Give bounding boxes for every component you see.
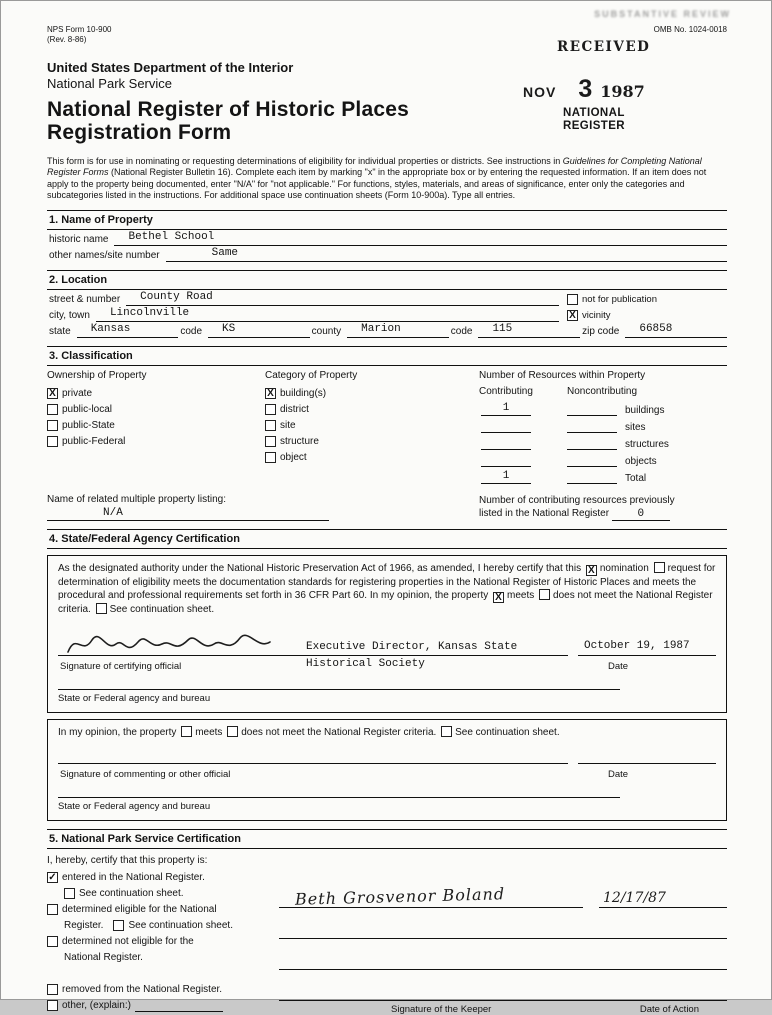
meets-checkbox[interactable]: X — [493, 592, 504, 603]
determined-not-eligible-label2: National Register. — [64, 952, 143, 964]
bureau-label: State or Federal agency and bureau — [58, 692, 211, 704]
certification-text — [58, 562, 716, 617]
determined-eligible-label2: Register. — [64, 920, 104, 932]
option-determined-not-eligible-line2 — [47, 950, 279, 965]
sites-noncontributing-field[interactable] — [567, 419, 617, 433]
objects-contributing-field[interactable] — [481, 453, 531, 467]
public-federal-label: public-Federal — [62, 435, 126, 447]
historic-name-field[interactable] — [114, 231, 727, 246]
ownership-option-public-state — [47, 418, 265, 433]
commenting-official-label: Signature of commenting or other official — [60, 769, 231, 781]
instructions-italic: Guidelines for Completing National Register Forms — [47, 156, 702, 178]
eligible-continuation-checkbox[interactable] — [113, 920, 124, 931]
resources-row-objects — [479, 452, 727, 467]
option-entered-continuation — [47, 886, 279, 901]
city-label: city, town — [49, 309, 90, 321]
site-checkbox[interactable] — [265, 420, 276, 431]
structure-checkbox[interactable] — [265, 436, 276, 447]
previously-listed-field[interactable]: 0 — [612, 508, 670, 521]
state-label: state — [49, 325, 71, 337]
certifying-title-line2: Historical Society — [306, 657, 425, 670]
meets-label: meets — [507, 590, 535, 602]
category-heading: Category of Property — [265, 369, 358, 381]
multiple-listing-value: N/A — [103, 506, 123, 519]
state-code-field[interactable] — [208, 323, 310, 338]
stamp-day: 3 — [578, 75, 593, 103]
form-title-line1: National Register of Historic Places — [47, 98, 409, 121]
date-stamp — [523, 75, 645, 104]
certifying-official-label: Signature of certifying official — [60, 660, 182, 672]
form-instructions — [47, 156, 727, 202]
section-state-federal-certification — [47, 529, 727, 822]
code-label-2: code — [450, 325, 473, 337]
continuation2-label: See continuation sheet. — [455, 726, 560, 738]
county-value: Marion — [361, 322, 401, 335]
meets2-checkbox[interactable] — [181, 726, 192, 737]
opinion-run: In my opinion, the property — [58, 726, 177, 738]
buildings-checkbox[interactable]: X — [265, 388, 276, 399]
other-label: other, (explain:) — [62, 1000, 131, 1012]
does-not-meet2-label: does not meet the National Register criteria. — [241, 726, 437, 738]
county-label: county — [311, 325, 342, 337]
multiple-listing-label: Name of related multiple property listing: — [47, 493, 226, 505]
not-for-publication-checkbox[interactable] — [567, 294, 578, 305]
city-field[interactable] — [96, 307, 559, 322]
county-code-value: 115 — [492, 322, 513, 335]
structure-label: structure — [280, 435, 319, 447]
sites-contributing-field[interactable] — [481, 419, 531, 433]
city-value: Lincolnville — [109, 306, 190, 319]
national-register-stamp — [563, 107, 625, 133]
option-determined-eligible-line2 — [47, 918, 279, 933]
multiple-property-listing-block — [47, 494, 479, 521]
other-names-value: Same — [211, 246, 239, 259]
omb-number: OMB No. 1024-0018 — [653, 25, 727, 34]
option-determined-not-eligible — [47, 934, 279, 949]
received-stamp: RECEIVED — [557, 39, 651, 55]
determined-not-eligible-checkbox[interactable] — [47, 936, 58, 947]
public-federal-checkbox[interactable] — [47, 436, 58, 447]
resources-objects-label: objects — [625, 455, 657, 467]
national-register-stamp-line1: NATIONAL — [563, 107, 625, 119]
category-option-district — [265, 402, 479, 417]
category-option-buildings — [265, 386, 479, 401]
determined-eligible-checkbox[interactable] — [47, 904, 58, 915]
previously-listed-label-2: listed in the National Register — [479, 507, 610, 519]
section1-heading: 1. Name of Property — [47, 210, 727, 230]
ownership-option-private — [47, 386, 265, 401]
historic-name-value: Bethel School — [128, 230, 215, 243]
section-location — [47, 270, 727, 338]
code-label-1: code — [180, 325, 203, 337]
bureau-field[interactable] — [58, 684, 620, 690]
zip-field[interactable] — [625, 323, 727, 338]
eligible-continuation-label: See continuation sheet. — [128, 920, 233, 932]
ownership-option-public-local — [47, 402, 265, 417]
section-name-of-property — [47, 210, 727, 262]
determined-not-eligible-label1: determined not eligible for the — [62, 936, 194, 948]
buildings-label: building(s) — [280, 387, 327, 399]
cert-run1: As the designated authority under the National Historic Preservation Act of 1966, as amended, I hereby certify that this — [58, 562, 582, 574]
form-revision: (Rev. 8-86) — [47, 34, 87, 44]
resources-heading: Number of Resources within Property — [479, 369, 646, 381]
entered-checkbox[interactable]: ✓ — [48, 872, 57, 884]
nomination-label: nomination — [599, 562, 649, 574]
option-removed — [47, 982, 279, 997]
commenting-box — [47, 719, 727, 822]
entered-continuation-checkbox[interactable] — [64, 888, 75, 899]
commenting-signature-field[interactable] — [58, 748, 568, 764]
category-option-structure — [265, 434, 479, 449]
nps-cert-options — [47, 870, 279, 1015]
resources-row-buildings — [479, 401, 727, 416]
service-title: National Park Service — [47, 76, 172, 91]
other-names-field[interactable] — [166, 247, 727, 262]
opinion-text — [58, 726, 716, 740]
resources-total-label: Total — [625, 472, 647, 484]
total-noncontributing-field[interactable] — [567, 470, 617, 484]
certifying-date-field[interactable]: October 19, 1987 — [578, 640, 716, 656]
corner-stamp-smudge: SUBSTANTIVE REVIEW — [594, 9, 731, 19]
department-title: United States Department of the Interior — [47, 60, 294, 75]
vicinity-checkbox[interactable]: X — [567, 310, 578, 321]
resources-sites-label: sites — [625, 421, 646, 433]
instructions-part1: This form is for use in nominating or requesting determinations of eligibility for individual properties or districts. See instructions in — [47, 156, 563, 166]
does-not-meet2-checkbox[interactable] — [227, 726, 238, 737]
structures-noncontributing-field[interactable] — [567, 436, 617, 450]
keeper-signature-field[interactable] — [279, 884, 583, 909]
site-label: site — [280, 419, 296, 431]
stamp-year: 1987 — [600, 82, 645, 101]
does-not-meet-checkbox[interactable] — [539, 589, 550, 600]
street-label: street & number — [49, 293, 121, 305]
certification-box — [47, 555, 727, 713]
section2-heading: 2. Location — [47, 270, 727, 290]
state-value: Kansas — [90, 322, 131, 335]
certifying-signature-field[interactable] — [58, 626, 568, 656]
continuation-checkbox[interactable] — [96, 603, 107, 614]
contributing-label: Contributing — [479, 385, 533, 397]
resources-row-total — [479, 469, 727, 484]
option-entered — [47, 870, 279, 885]
public-state-checkbox[interactable] — [47, 420, 58, 431]
date-label: Date — [608, 660, 629, 672]
section3-heading: 3. Classification — [47, 346, 727, 366]
form-number-block — [47, 25, 111, 44]
section5-heading: 5. National Park Service Certification — [47, 829, 727, 849]
removed-label: removed from the National Register. — [62, 984, 223, 996]
cert-run2: request for determination of eligibility meets the documentation standards for registering properties in the National Register of Historic Places and meets the procedural and professional requirements set forth in 36 CFR Part 60. In my opinion, the property — [58, 562, 716, 602]
continuation2-checkbox[interactable] — [441, 726, 452, 737]
keeper-blank-line-3[interactable] — [279, 970, 727, 1001]
not-for-publication-option — [559, 294, 727, 306]
date2-label: Date — [608, 769, 629, 781]
keeper-blank-line-2[interactable] — [279, 939, 727, 970]
vicinity-label: vicinity — [582, 309, 611, 321]
determined-eligible-label1: determined eligible for the National — [62, 904, 217, 916]
continuation-label: See continuation sheet. — [109, 604, 215, 616]
option-other — [47, 998, 279, 1013]
form-title — [47, 98, 727, 144]
keeper-label: Signature of the Keeper — [391, 1004, 492, 1015]
structures-contributing-field[interactable] — [481, 436, 531, 450]
category-option-site — [265, 418, 479, 433]
resources-structures-label: structures — [625, 438, 669, 450]
county-code-field[interactable] — [478, 323, 580, 338]
removed-checkbox[interactable] — [47, 984, 58, 995]
district-label: district — [280, 403, 309, 415]
section-nps-certification — [47, 829, 727, 1015]
resources-row-structures — [479, 435, 727, 450]
bureau2-field[interactable] — [58, 792, 620, 798]
resources-column — [479, 370, 727, 486]
entered-label: entered in the National Register. — [62, 872, 205, 884]
other-names-label: other names/site number — [49, 249, 160, 261]
ownership-option-public-federal — [47, 434, 265, 449]
keeper-date-field[interactable] — [599, 889, 727, 908]
state-field[interactable] — [77, 323, 179, 338]
bureau2-label: State or Federal agency and bureau — [58, 801, 211, 813]
date-of-action-label: Date of Action — [639, 1004, 699, 1015]
historic-name-label: historic name — [49, 233, 109, 245]
private-checkbox[interactable]: X — [47, 388, 58, 399]
public-local-checkbox[interactable] — [47, 404, 58, 415]
keeper-date-handwriting: 12/17/87 — [603, 890, 666, 907]
section-classification — [47, 346, 727, 521]
does-not-meet-label: does not meet the National Register criteria. — [58, 590, 713, 616]
multiple-listing-field[interactable] — [47, 507, 329, 521]
ownership-heading: Ownership of Property — [47, 369, 147, 381]
form-title-line2: Registration Form — [47, 121, 232, 144]
instructions-part2: (National Register Bulletin 16). Complete each item by marking "x" in the appropriate box or by entering the requested information. If an item does not apply to the property being documented, enter "N/A" for "not applicable." For functions, styles, materials, and areas of significance, enter only the categories and subcategories listed in the instructions. For additional space use continuation sheets (Form 10-900a). Type all entries. — [47, 167, 707, 201]
keeper-signature-area — [279, 870, 727, 1015]
entered-continuation-label: See continuation sheet. — [79, 888, 184, 900]
form-number: NPS Form 10-900 — [47, 25, 112, 34]
certifying-title-line1: Executive Director, Kansas State — [306, 640, 518, 653]
certifying-signature-scribble — [62, 626, 282, 662]
other-checkbox[interactable] — [47, 1000, 58, 1011]
nomination-checkbox[interactable]: X — [586, 565, 597, 576]
other-explain-field[interactable] — [135, 1000, 223, 1012]
national-register-stamp-line2: REGISTER — [563, 120, 625, 132]
resources-row-sites — [479, 418, 727, 433]
meets2-label: meets — [195, 726, 223, 738]
options-spacer — [47, 966, 279, 981]
previously-listed-block — [479, 494, 727, 521]
object-checkbox[interactable] — [265, 452, 276, 463]
category-option-object — [265, 450, 479, 465]
previously-listed-label-1: Number of contributing resources previously — [479, 494, 675, 506]
category-column — [265, 370, 479, 486]
buildings-noncontributing-field[interactable] — [567, 402, 617, 416]
commenting-date-field[interactable] — [578, 748, 716, 764]
stamp-month: NOV — [523, 84, 557, 100]
not-for-publication-label: not for publication — [582, 293, 657, 305]
resources-buildings-label: buildings — [625, 404, 665, 416]
zip-label: zip code — [582, 325, 620, 337]
zip-value: 66858 — [639, 322, 673, 335]
district-checkbox[interactable] — [265, 404, 276, 415]
keeper-signature-handwriting: Beth Grosvenor Boland — [294, 884, 506, 909]
private-label: private — [62, 387, 93, 399]
street-field[interactable] — [126, 291, 559, 306]
buildings-contributing-field[interactable]: 1 — [481, 402, 531, 416]
vicinity-option — [559, 310, 727, 322]
option-determined-eligible — [47, 902, 279, 917]
state-code-value: KS — [222, 322, 236, 335]
objects-noncontributing-field[interactable] — [567, 453, 617, 467]
section4-heading: 4. State/Federal Agency Certification — [47, 529, 727, 549]
public-state-label: public-State — [62, 419, 115, 431]
street-value: County Road — [140, 290, 213, 303]
nps-cert-intro: I, hereby, certify that this property is: — [47, 855, 208, 867]
request-checkbox[interactable] — [654, 562, 665, 573]
total-contributing-field[interactable]: 1 — [481, 470, 531, 484]
keeper-blank-line-1[interactable] — [279, 908, 727, 939]
object-label: object — [280, 451, 307, 463]
public-local-label: public-local — [62, 403, 113, 415]
ownership-column — [47, 370, 265, 486]
noncontributing-label: Noncontributing — [567, 385, 638, 397]
county-field[interactable] — [347, 323, 449, 338]
